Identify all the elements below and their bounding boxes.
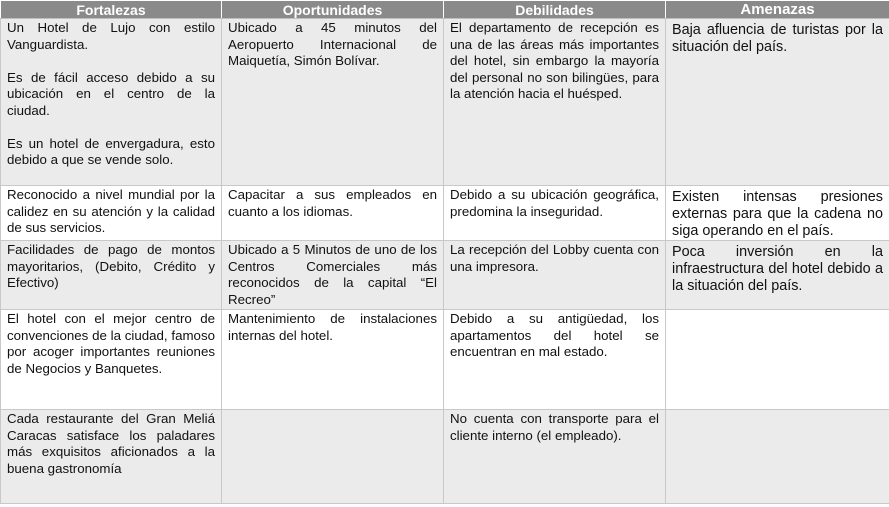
amenaza-cell: Baja afluencia de turistas por la situación del país. <box>666 19 889 186</box>
debilidad-cell: Debido a su antigüedad, los apartamentos del hotel se encuentran en mal estado. <box>444 310 666 410</box>
oportunidad-cell: Ubicado a 5 Minutos de uno de los Centros Comerciales más reconocidos de la capital “El Recreo” <box>222 241 444 310</box>
debilidad-cell: El departamento de recepción es una de las áreas más importantes del hotel, sin embargo la mayoría del personal no son bilingües, para la atención hacia el huésped. <box>444 19 666 186</box>
debilidad-cell: No cuenta con transporte para el cliente interno (el empleado). <box>444 410 666 504</box>
debilidad-cell: La recepción del Lobby cuenta con una impresora. <box>444 241 666 310</box>
amenaza-cell: Poca inversión en la infraestructura del hotel debido a la situación del país. <box>666 241 889 310</box>
fortaleza-cell: Reconocido a nivel mundial por la calidez en su atención y la calidad de sus servicios. <box>1 186 222 241</box>
fortaleza-cell: Cada restaurante del Gran Meliá Caracas satisface los paladares más exquisitos aficionados a la buena gastronomía <box>1 410 222 504</box>
table-row <box>1 410 889 504</box>
header-amenazas: Amenazas <box>666 1 889 19</box>
table-row <box>1 186 889 241</box>
oportunidad-cell <box>222 410 444 504</box>
header-debilidades: Debilidades <box>444 1 666 19</box>
header-oportunidades: Oportunidades <box>222 1 444 19</box>
fortaleza-cell <box>1 19 222 186</box>
fortaleza-cell: El hotel con el mejor centro de convenciones de la ciudad, famoso por acoger importantes reuniones de Negocios y Banquetes. <box>1 310 222 410</box>
amenaza-cell: Existen intensas presiones externas para que la cadena no siga operando en el país. <box>666 186 889 241</box>
table-row <box>1 310 889 410</box>
amenaza-cell <box>666 410 889 504</box>
table-row <box>1 19 889 186</box>
oportunidad-cell: Ubicado a 45 minutos del Aeropuerto Internacional de Maiquetía, Simón Bolívar. <box>222 19 444 186</box>
debilidad-cell: Debido a su ubicación geográfica, predomina la inseguridad. <box>444 186 666 241</box>
fortaleza-text: Un Hotel de Lujo con estilo Vanguardista. <box>7 20 215 52</box>
fortaleza-text: Es de fácil acceso debido a su ubicación en el centro de la ciudad. <box>7 69 215 118</box>
oportunidad-cell: Mantenimiento de instalaciones internas del hotel. <box>222 310 444 410</box>
fortaleza-cell: Facilidades de pago de montos mayoritarios, (Debito, Crédito y Efectivo) <box>1 241 222 310</box>
fortaleza-text: Es un hotel de envergadura, esto debido a que se vende solo. <box>7 135 215 167</box>
header-fortalezas: Fortalezas <box>1 1 222 19</box>
header-row <box>1 1 889 19</box>
table-row <box>1 241 889 310</box>
amenaza-cell <box>666 310 889 410</box>
oportunidad-cell: Capacitar a sus empleados en cuanto a los idiomas. <box>222 186 444 241</box>
